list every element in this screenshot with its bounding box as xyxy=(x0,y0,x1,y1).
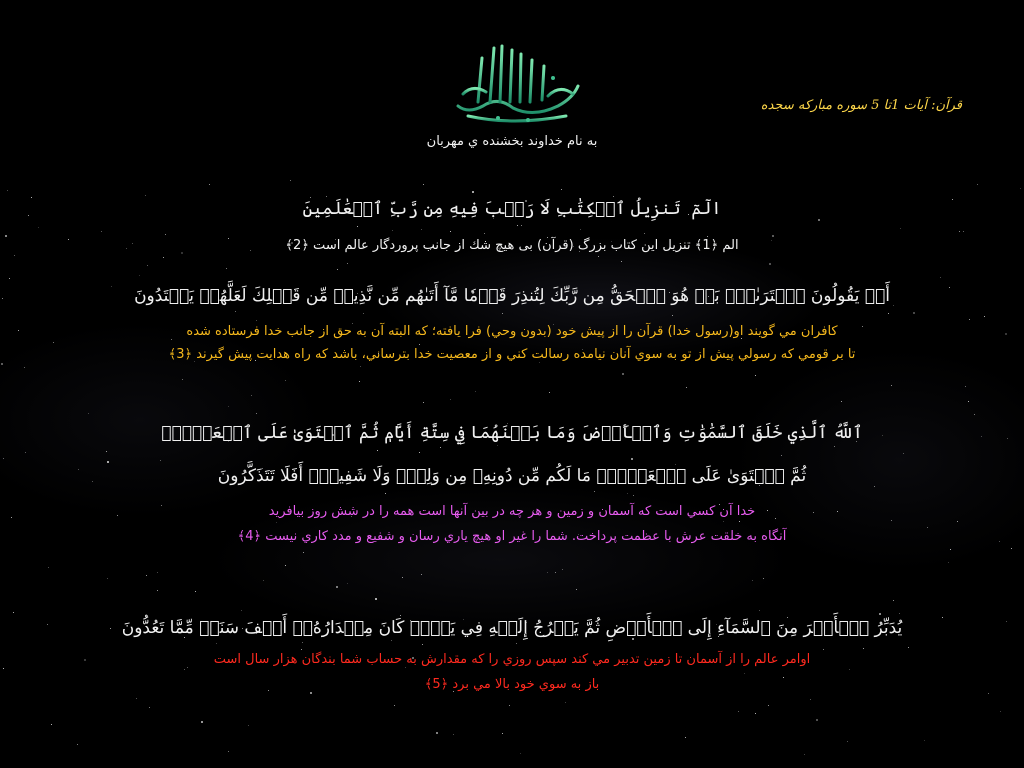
star xyxy=(256,320,257,321)
star xyxy=(598,256,599,257)
surah-caption: قرآن: آیات 1تا 5 سوره مباركه سجده xyxy=(760,98,962,113)
star xyxy=(1,363,3,365)
star xyxy=(594,491,595,492)
star xyxy=(147,265,148,266)
star xyxy=(53,342,54,343)
star xyxy=(326,196,327,197)
star xyxy=(13,612,14,613)
star xyxy=(360,366,361,367)
star xyxy=(739,521,740,522)
star xyxy=(77,744,78,745)
star xyxy=(752,580,753,581)
star xyxy=(209,184,210,185)
verse-5-translation-line-1: اوامر عالم را از آسمان تا زمين تدبير مي كند سپس روزي را كه مقدارش به حساب شما بندگان هزار سال است xyxy=(213,652,811,667)
star xyxy=(453,734,454,735)
star xyxy=(1000,711,1001,712)
star xyxy=(834,446,835,447)
star xyxy=(363,313,364,314)
star xyxy=(302,642,303,643)
star xyxy=(1005,333,1007,335)
star xyxy=(228,406,229,407)
star xyxy=(228,751,229,752)
star xyxy=(78,469,79,470)
star xyxy=(7,190,8,191)
star xyxy=(450,399,451,400)
star xyxy=(847,741,848,742)
star xyxy=(810,699,811,700)
star xyxy=(3,668,4,669)
star xyxy=(675,464,676,465)
star xyxy=(633,495,634,496)
star xyxy=(402,577,403,578)
star xyxy=(565,702,566,703)
verse-4-translation-line-1: خدا آن كسي است كه آسمان و زمين و هر چه در بين آنها است همه را در شش روز بيافريد xyxy=(268,504,756,519)
star xyxy=(950,549,951,550)
star xyxy=(547,572,548,573)
star xyxy=(738,711,739,712)
star xyxy=(621,261,622,262)
star xyxy=(187,667,188,668)
star xyxy=(394,705,395,706)
star xyxy=(940,277,941,278)
star xyxy=(88,413,89,414)
star xyxy=(1020,188,1021,189)
star xyxy=(149,707,150,708)
bismillah-translation: به نام خداوند بخشنده ي مهربان xyxy=(426,134,598,149)
star xyxy=(562,569,563,570)
star xyxy=(818,219,820,221)
star xyxy=(195,591,196,592)
star xyxy=(804,754,805,755)
star xyxy=(755,375,756,376)
star xyxy=(517,225,518,226)
star xyxy=(216,643,217,644)
star xyxy=(561,189,562,190)
star xyxy=(157,572,158,573)
star xyxy=(235,311,236,312)
star xyxy=(48,567,49,568)
star xyxy=(502,313,503,314)
star xyxy=(303,552,304,553)
star xyxy=(631,458,633,460)
star xyxy=(927,527,928,528)
star xyxy=(924,740,925,741)
star xyxy=(391,640,392,641)
star xyxy=(891,520,892,521)
star xyxy=(139,275,140,276)
verse-1-translation-line-1: الم ﴿1﴾ تنزیل این كتاب بزرگ (قرآن) بی هیچ شك از جانب پروردگار عالم است ﴿2﴾ xyxy=(285,238,739,253)
star xyxy=(422,644,423,645)
star xyxy=(576,589,577,590)
star xyxy=(893,600,894,601)
star xyxy=(549,392,550,393)
verse-3-translation-line-2: تا بر قومي كه رسولي پيش از تو به سوي آنان نيامده رسالت كني و از معصيت خدا بترساني، باشد كه راه هدايت پيش گيرند ﴿3﴾ xyxy=(168,347,856,362)
star xyxy=(942,617,943,618)
star xyxy=(145,195,146,196)
star xyxy=(421,229,422,230)
star xyxy=(686,387,687,388)
star xyxy=(226,268,227,269)
star xyxy=(400,615,401,616)
star xyxy=(891,385,892,386)
star xyxy=(849,669,850,670)
star xyxy=(816,719,818,721)
verse-3-translation-line-1: كافران مي گويند او(رسول خدا) قرآن را از پيش خود (بدون وحي) فرا يافته؛ كه البته آن به حق از جانب خدا فرستاده شده xyxy=(186,324,838,339)
star xyxy=(759,610,760,611)
star xyxy=(3,458,4,459)
star xyxy=(520,753,521,754)
star xyxy=(5,235,7,237)
star xyxy=(248,725,249,726)
star xyxy=(450,231,451,232)
star xyxy=(974,414,975,415)
star xyxy=(969,319,970,320)
star xyxy=(92,481,93,482)
star xyxy=(440,447,441,448)
star xyxy=(968,401,969,402)
star xyxy=(160,460,161,461)
star xyxy=(201,721,203,723)
star xyxy=(903,453,904,454)
star xyxy=(981,436,982,437)
star xyxy=(11,517,12,518)
star xyxy=(392,230,393,231)
star xyxy=(781,455,782,456)
star xyxy=(768,705,769,706)
bismillah-calligraphy-icon xyxy=(438,36,588,126)
star xyxy=(475,391,476,392)
verse-4-translation-line-2: آنگاه به خلقت عرش با عظمت پرداخت. شما را غير او هيچ ياري رسان و شفيع و مدد كاري نيست ﴿4﴾ xyxy=(237,529,787,544)
star xyxy=(509,705,510,706)
star xyxy=(357,226,358,227)
star xyxy=(769,263,771,265)
star xyxy=(908,647,909,648)
star xyxy=(276,522,277,523)
star xyxy=(622,373,624,375)
star xyxy=(423,402,424,403)
verse-4-arabic-line-2: ثُمَّ ٱسۡتَوَىٰ عَلَى ٱلۡعَرۡشِۖ مَا لَكُم مِّن دُونِهِۦ مِن وَلِيّٖ وَلَا شَفِيعٍۚ أَفَلَا تَتَذَكَّرُونَ xyxy=(217,466,807,486)
star xyxy=(419,344,420,345)
star xyxy=(874,486,875,487)
star xyxy=(251,395,252,396)
star xyxy=(106,451,107,452)
star xyxy=(1007,438,1008,439)
star xyxy=(685,737,686,738)
star xyxy=(755,713,756,714)
star xyxy=(182,379,183,380)
star xyxy=(68,239,69,240)
star xyxy=(841,401,842,402)
star xyxy=(9,278,10,279)
star xyxy=(256,413,257,414)
star xyxy=(290,180,291,181)
star xyxy=(613,196,614,197)
star xyxy=(136,698,137,699)
star xyxy=(385,493,386,494)
star xyxy=(999,541,1000,542)
star xyxy=(763,578,764,579)
star xyxy=(1006,621,1007,622)
star xyxy=(957,521,958,522)
star xyxy=(879,613,881,615)
star xyxy=(707,236,708,237)
star xyxy=(502,733,503,734)
star xyxy=(521,225,522,226)
star xyxy=(165,234,166,235)
star xyxy=(28,215,29,216)
star xyxy=(18,330,19,331)
star xyxy=(405,667,406,668)
star xyxy=(913,312,915,314)
star xyxy=(949,287,950,288)
star xyxy=(101,231,102,232)
star xyxy=(516,643,517,644)
star xyxy=(263,580,264,581)
star xyxy=(107,461,109,463)
star xyxy=(301,649,302,650)
star xyxy=(436,732,438,734)
star xyxy=(580,229,581,230)
star xyxy=(472,191,474,193)
star xyxy=(900,228,901,229)
star xyxy=(963,231,964,232)
star xyxy=(47,624,48,625)
star xyxy=(644,233,645,234)
verse-5-arabic: يُدَبِّرُ ٱلۡأَمۡرَ مِنَ ٱلسَّمَآءِ إِلَى ٱلۡأَرۡضِ ثُمَّ يَعۡرُجُ إِلَيۡهِ فِي يَوۡمٖ كَانَ مِقۡدَارُهُۥٓ أَلۡفَ سَنَةٖ مِّمَّا تَعُدُّونَ xyxy=(121,618,903,638)
star xyxy=(2,298,3,299)
star xyxy=(1011,548,1012,549)
verse-3-arabic: أَمۡ يَقُولُونَ ٱفۡتَرَىٰهُۚ بَلۡ هُوَ ٱلۡحَقُّ مِن رَّبِّكَ لِتُنذِرَ قَوۡمٗا مَّآ أَتَىٰهُم مِّن نَّذِيرٖ مِّن قَبۡلِكَ لَعَلَّهُمۡ يَهۡتَدُونَ xyxy=(134,286,890,306)
star xyxy=(497,445,498,446)
star xyxy=(51,724,52,725)
star xyxy=(863,648,864,649)
star xyxy=(336,586,338,588)
star xyxy=(310,692,312,694)
star xyxy=(984,316,985,317)
star xyxy=(347,263,348,264)
star xyxy=(723,521,724,522)
verse-1-arabic: الٓمٓ ‌ تَنزِيلُ ٱلۡكِتَٰبِ لَا رَيۡبَ فِيهِ مِن رَّبِّ ٱلۡعَٰلَمِينَ xyxy=(302,199,722,219)
star xyxy=(347,583,348,584)
star xyxy=(888,313,889,314)
star xyxy=(421,574,422,575)
star xyxy=(965,386,966,387)
verse-4-arabic-line-1: ٱللَّهُ ٱلَّذِي خَلَقَ ٱلسَّمَٰوَٰتِ وَٱلۡأَرۡضَ وَمَا بَيۡنَهُمَا فِي سِتَّةِ أَيَّامٖ ثُمَّ ٱسۡتَوَىٰ عَلَى ٱلۡعَرۡشِۖ xyxy=(161,423,863,443)
star xyxy=(285,565,286,566)
star xyxy=(772,235,774,237)
star xyxy=(977,184,978,185)
star xyxy=(744,673,745,674)
star xyxy=(25,452,26,453)
star xyxy=(31,197,32,198)
star xyxy=(38,227,39,228)
star xyxy=(241,610,242,611)
star xyxy=(377,450,378,451)
star xyxy=(171,339,172,340)
star xyxy=(84,659,86,661)
star xyxy=(423,184,424,185)
star xyxy=(14,255,15,256)
star xyxy=(184,669,185,670)
star xyxy=(337,269,338,270)
star xyxy=(988,693,989,694)
star xyxy=(627,493,628,494)
star xyxy=(948,562,949,563)
star xyxy=(539,362,540,363)
star xyxy=(952,199,953,200)
star xyxy=(632,638,634,640)
star xyxy=(959,231,960,232)
star xyxy=(672,315,673,316)
verse-5-translation-line-2: باز به سوي خود بالا مي برد ﴿5﴾ xyxy=(424,677,600,692)
star xyxy=(823,649,824,650)
star xyxy=(24,367,25,368)
star xyxy=(146,575,147,576)
star xyxy=(555,572,556,573)
star xyxy=(157,590,158,591)
star xyxy=(107,578,108,579)
star xyxy=(899,613,900,614)
star xyxy=(285,380,286,381)
star xyxy=(419,452,420,453)
star xyxy=(359,381,360,382)
star xyxy=(484,233,485,234)
star xyxy=(163,257,164,258)
star xyxy=(375,598,377,600)
